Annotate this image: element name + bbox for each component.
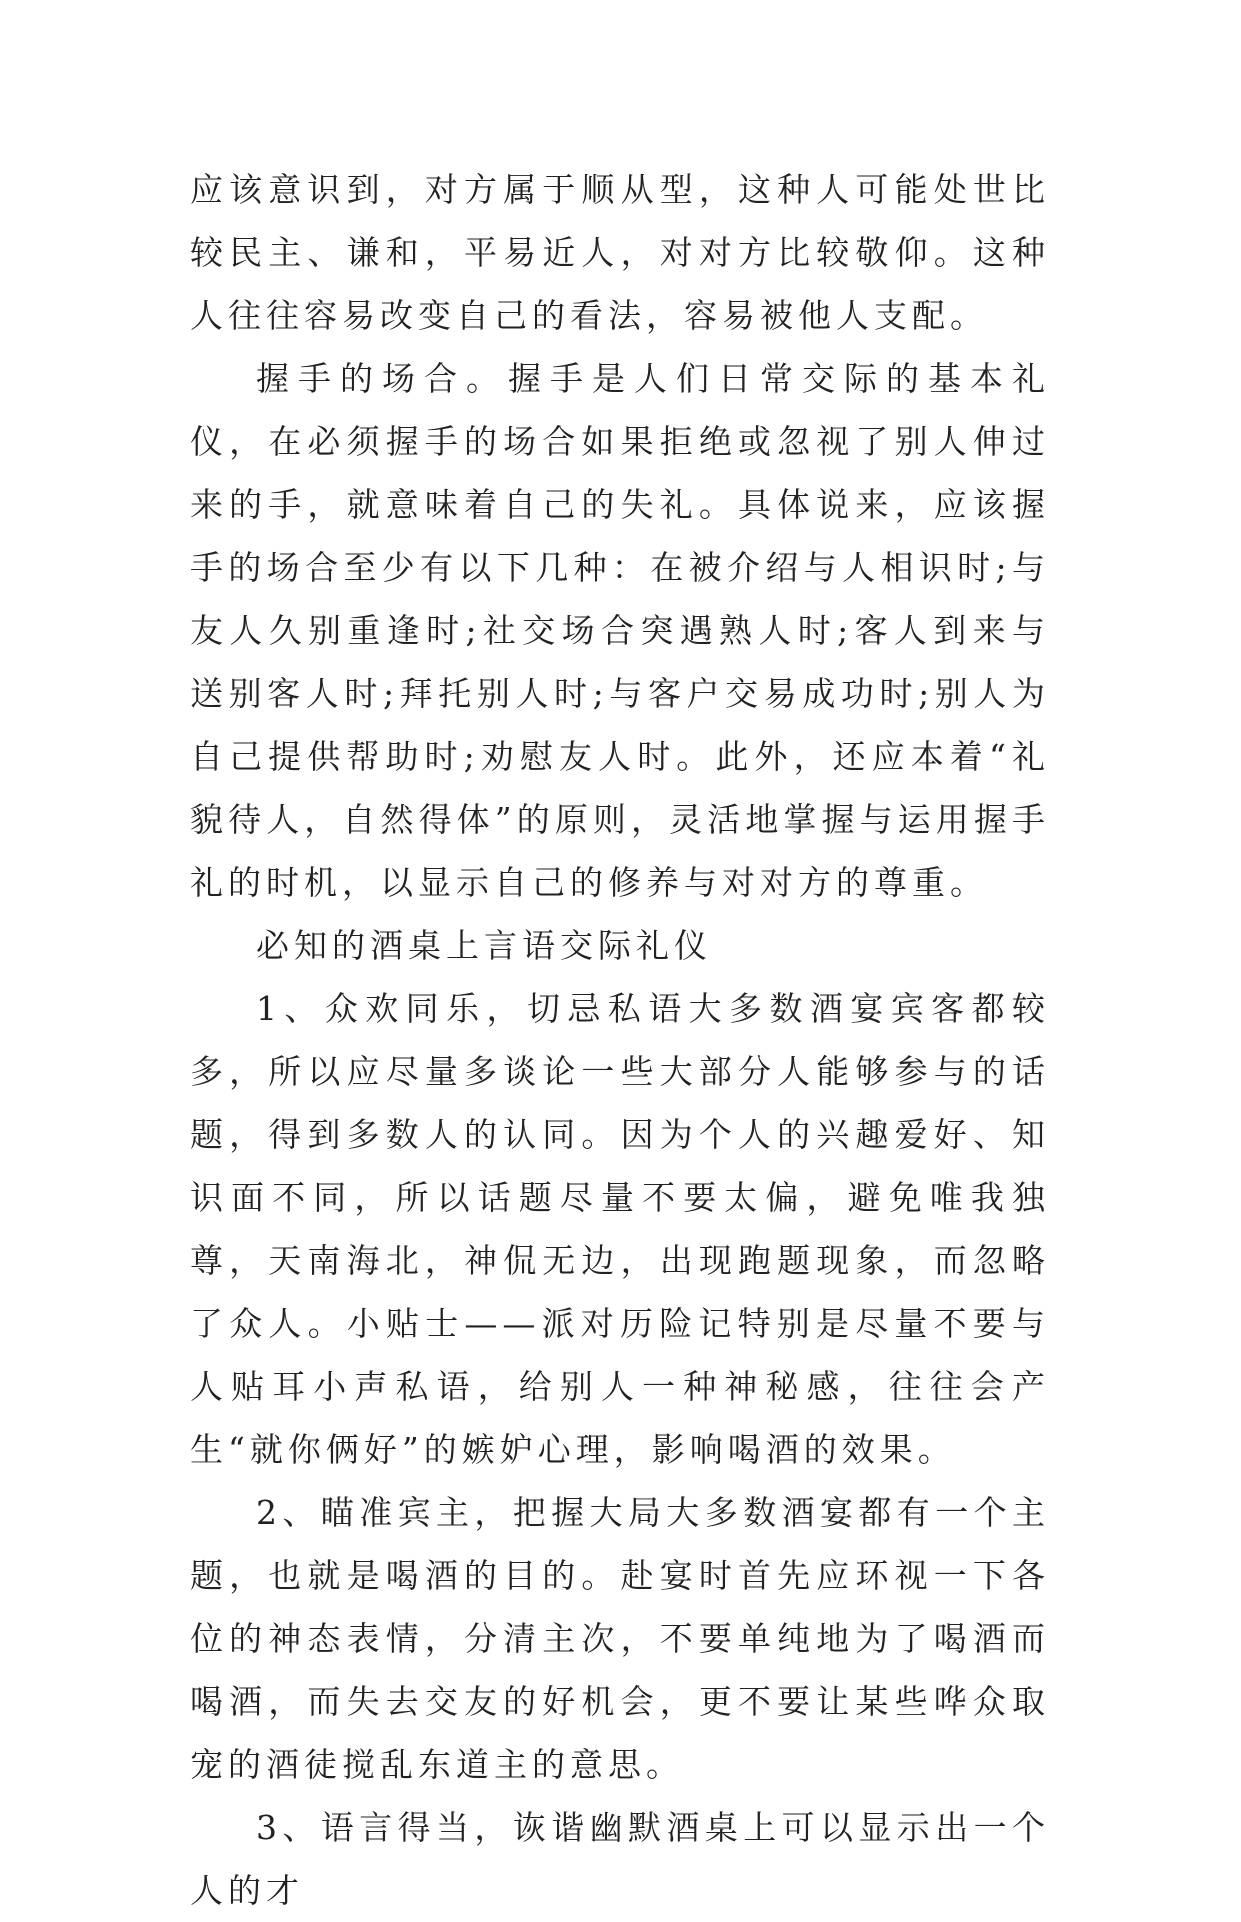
body-text [190, 158, 1050, 1922]
paragraph-item-2: 2、瞄准宾主，把握大局大多数酒宴都有一个主题，也就是喝酒的目的。赴宴时首先应环视一下各位的神态表情，分清主次，不要单纯地为了喝酒而喝酒，而失去交友的好机会，更不要让某些哗众取宠的酒徒搅乱东道主的意思。 [190, 1493, 1050, 1784]
section-heading: 必知的酒桌上言语交际礼仪 [256, 926, 712, 965]
paragraph-item-3: 3、语言得当，诙谐幽默酒桌上可以显示出一个人的才 [190, 1808, 1050, 1910]
paragraph-personality: 应该意识到，对方属于顺从型，这种人可能处世比较民主、谦和，平易近人，对对方比较敬仰。这种人往往容易改变自己的看法，容易被他人支配。 [190, 170, 1050, 335]
paragraph-item-1: 1、众欢同乐，切忌私语大多数酒宴宾客都较多，所以应尽量多谈论一些大部分人能够参与的话题，得到多数人的认同。因为个人的兴趣爱好、知识面不同，所以话题尽量不要太偏，避免唯我独尊，天南海北，神侃无边，出现跑题现象，而忽略了众人。小贴士——派对历险记特别是尽量不要与人贴耳小声私语，给别人一种神秘感，往往会产生“就你俩好”的嫉妒心理，影响喝酒的效果。 [190, 989, 1050, 1469]
paragraph-handshake-occasions: 握手的场合。握手是人们日常交际的基本礼仪，在必须握手的场合如果拒绝或忽视了别人伸过来的手，就意味着自己的失礼。具体说来，应该握手的场合至少有以下几种：在被介绍与人相识时;与友人久别重逢时;社交场合突遇熟人时;客人到来与送别客人时;拜托别人时;与客户交易成功时;别人为自己提供帮助时;劝慰友人时。此外，还应本着“礼貌待人，自然得体”的原则，灵活地掌握与运用握手礼的时机，以显示自己的修养与对对方的尊重。 [190, 359, 1050, 902]
